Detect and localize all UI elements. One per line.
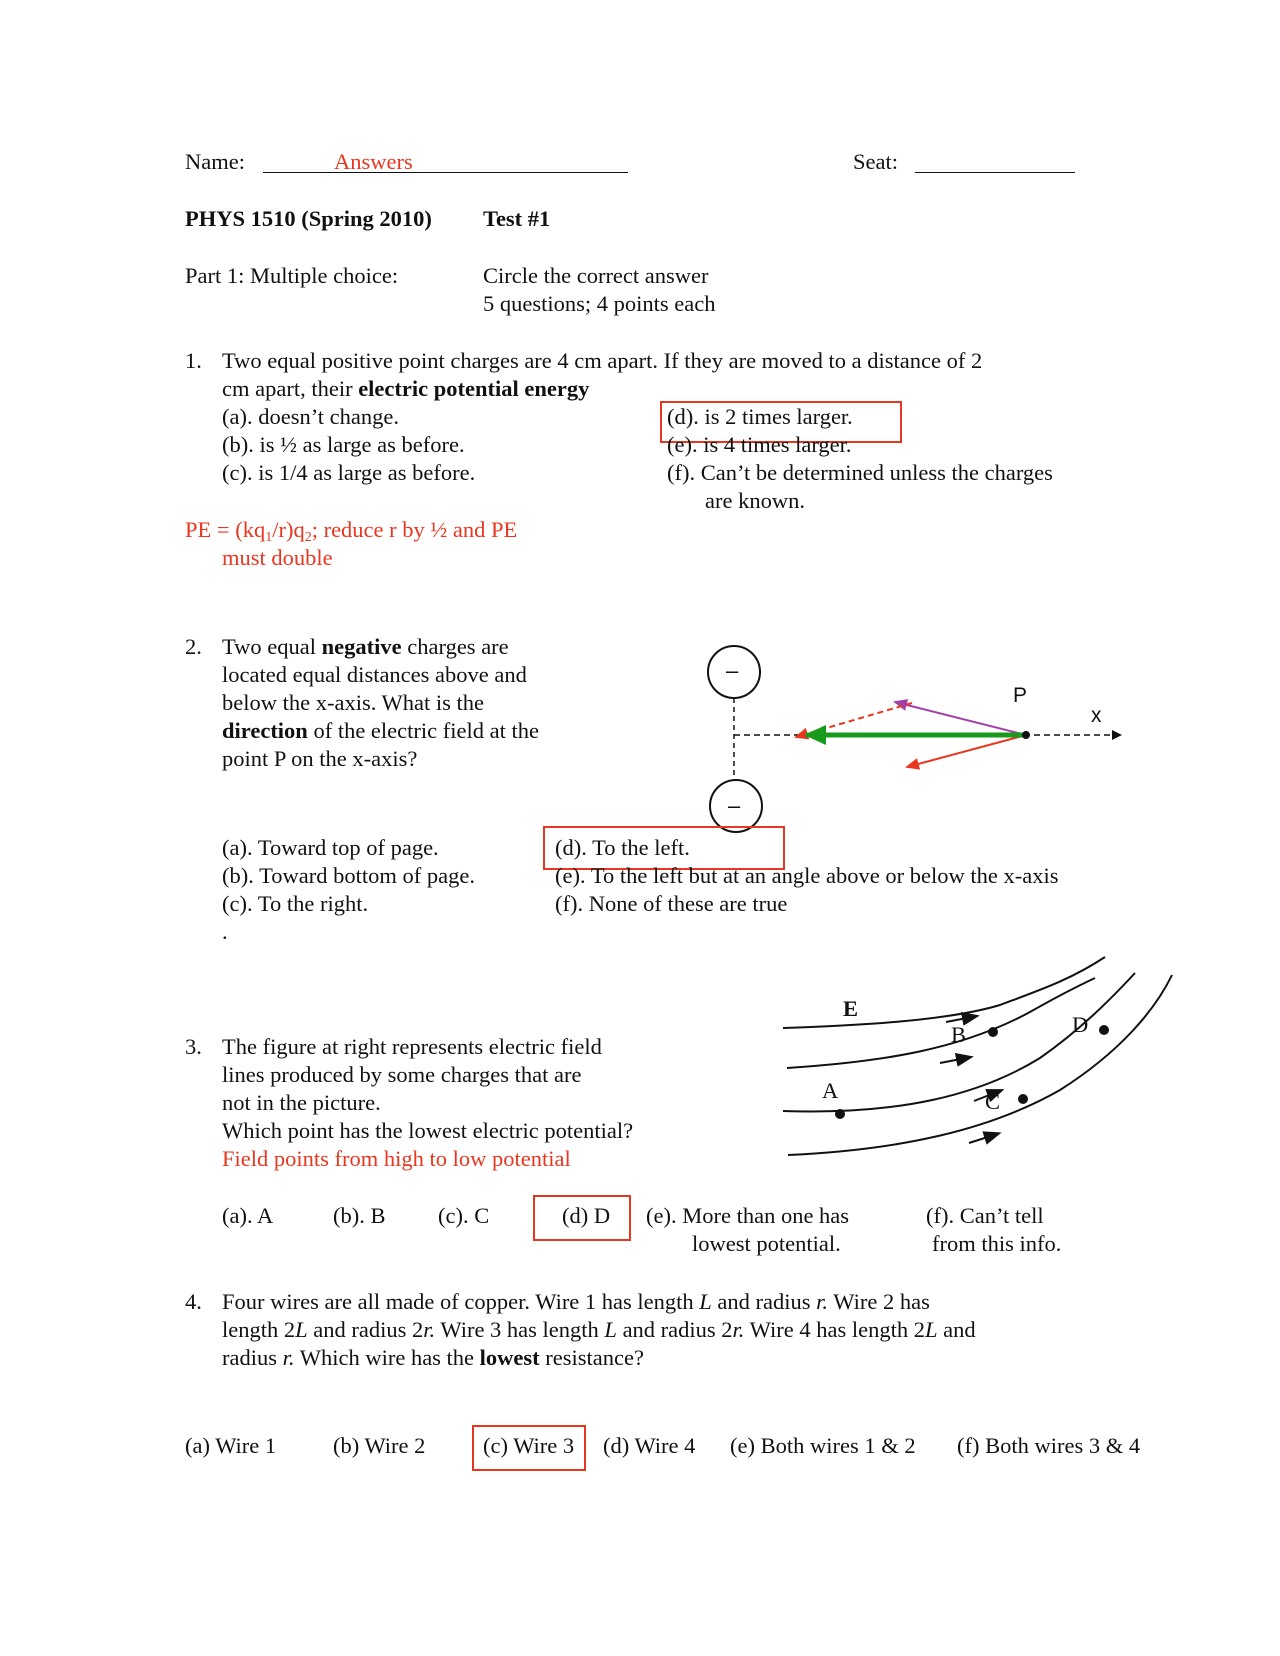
q3-text-line1: The figure at right represents electric field bbox=[222, 1034, 602, 1059]
q2-bottom-charge-sign: – bbox=[728, 793, 741, 818]
q2-number: 2. bbox=[185, 634, 202, 659]
q2-vector-red-dashed bbox=[796, 703, 912, 737]
part1-instruction: Circle the correct answer bbox=[483, 263, 709, 288]
q3-point-c-label: C bbox=[985, 1089, 1001, 1114]
q3-point-d-label: D bbox=[1072, 1012, 1089, 1037]
q3-point-a-dot bbox=[835, 1109, 845, 1119]
q4-text-line3: radius r. Which wire has the lowest resistance? bbox=[222, 1345, 644, 1370]
q3-text-line2: lines produced by some charges that are bbox=[222, 1062, 582, 1087]
q2-text-line5: point P on the x-axis? bbox=[222, 746, 418, 771]
q2-option-d[interactable]: (d). To the left. bbox=[555, 835, 690, 860]
q2-text-line4: direction of the electric field at the bbox=[222, 718, 539, 743]
q3-option-f-cont: from this info. bbox=[932, 1231, 1062, 1256]
q2-x-axis-label: x bbox=[1091, 704, 1102, 727]
q3-number: 3. bbox=[185, 1034, 202, 1059]
q1-text-line2: cm apart, their electric potential energy bbox=[222, 376, 590, 401]
q3-field-label: E bbox=[843, 996, 859, 1021]
q1-option-a[interactable]: (a). doesn’t change. bbox=[222, 404, 400, 429]
name-value: Answers bbox=[334, 149, 413, 174]
q4-option-a[interactable]: (a) Wire 1 bbox=[185, 1433, 277, 1458]
q4-option-e[interactable]: (e) Both wires 1 & 2 bbox=[730, 1433, 916, 1458]
q3-option-f[interactable]: (f). Can’t tell bbox=[926, 1203, 1044, 1228]
q1-option-c[interactable]: (c). is 1/4 as large as before. bbox=[222, 460, 476, 485]
q4-option-d[interactable]: (d) Wire 4 bbox=[603, 1433, 696, 1458]
q2-vector-purple bbox=[895, 702, 1026, 735]
q3-field-arrow-2 bbox=[940, 1058, 966, 1063]
q3-point-a-label: A bbox=[822, 1078, 839, 1103]
q3-point-d-dot bbox=[1099, 1025, 1109, 1035]
q3-point-b-label: B bbox=[951, 1022, 967, 1047]
q2-text-line2: located equal distances above and bbox=[222, 662, 527, 687]
q3-option-a[interactable]: (a). A bbox=[222, 1203, 274, 1228]
q4-text-line2: length 2L and radius 2r. Wire 3 has length L and radius 2r. Wire 4 has length 2L and bbox=[222, 1317, 976, 1342]
q3-field-arrow-4 bbox=[969, 1135, 994, 1143]
q1-option-e[interactable]: (e). is 4 times larger. bbox=[667, 432, 852, 457]
part1-title: Part 1: Multiple choice: bbox=[185, 263, 399, 288]
name-label: Name: bbox=[185, 149, 245, 174]
q4-number: 4. bbox=[185, 1289, 202, 1314]
part1-detail: 5 questions; 4 points each bbox=[483, 291, 716, 316]
q3-point-b-dot bbox=[988, 1027, 998, 1037]
q3-option-e-cont: lowest potential. bbox=[692, 1231, 841, 1256]
q3-option-c[interactable]: (c). C bbox=[438, 1203, 490, 1228]
q1-option-d[interactable]: (d). is 2 times larger. bbox=[667, 404, 853, 429]
q4-text-line1: Four wires are all made of copper. Wire 1 has length L and radius r. Wire 2 has bbox=[222, 1289, 930, 1314]
q4-option-f[interactable]: (f) Both wires 3 & 4 bbox=[957, 1433, 1141, 1458]
q3-field-line-2 bbox=[787, 978, 1095, 1068]
q2-stray-dot: . bbox=[222, 919, 228, 944]
q1-text-line1: Two equal positive point charges are 4 cm apart. If they are moved to a distance of 2 bbox=[222, 348, 983, 373]
q4-option-c[interactable]: (c) Wire 3 bbox=[483, 1433, 575, 1458]
q3-text-line4: Which point has the lowest electric potential? bbox=[222, 1118, 634, 1143]
q2-option-e[interactable]: (e). To the left but at an angle above or below the x-axis bbox=[555, 863, 1059, 888]
q1-option-f-cont: are known. bbox=[705, 488, 805, 513]
q3-option-d[interactable]: (d) D bbox=[562, 1203, 611, 1228]
q2-text-line1: Two equal negative charges are bbox=[222, 634, 509, 659]
q2-point-p-label: P bbox=[1013, 684, 1028, 707]
q3-text-line3: not in the picture. bbox=[222, 1090, 381, 1115]
q2-text-line3: below the x-axis. What is the bbox=[222, 690, 485, 715]
q3-answer-box bbox=[533, 1195, 631, 1241]
q2-point-p bbox=[1022, 731, 1030, 739]
q1-option-b[interactable]: (b). is ½ as large as before. bbox=[222, 432, 465, 457]
test-title: Test #1 bbox=[483, 206, 551, 231]
q1-number: 1. bbox=[185, 348, 202, 373]
q4-answer-box bbox=[472, 1425, 586, 1471]
q3-point-c-dot bbox=[1018, 1094, 1028, 1104]
q2-option-a[interactable]: (a). Toward top of page. bbox=[222, 835, 439, 860]
q2-option-b[interactable]: (b). Toward bottom of page. bbox=[222, 863, 475, 888]
q2-option-f[interactable]: (f). None of these are true bbox=[555, 891, 788, 916]
q3-option-e[interactable]: (e). More than one has bbox=[646, 1203, 850, 1228]
q3-option-b[interactable]: (b). B bbox=[333, 1203, 386, 1228]
q1-answer-note: PE = $(kq_1/r)q_2$; reduce r by ½ and PE bbox=[185, 517, 518, 545]
q1-option-f[interactable]: (f). Can’t be determined unless the charges bbox=[667, 460, 1053, 485]
q4-option-b[interactable]: (b) Wire 2 bbox=[333, 1433, 426, 1458]
seat-label: Seat: bbox=[853, 149, 898, 174]
q1-answer-note-line2: must double bbox=[222, 545, 333, 570]
q3-answer-note: Field points from high to low potential bbox=[222, 1146, 571, 1171]
q2-vector-red bbox=[907, 735, 1026, 767]
course-title: PHYS 1510 (Spring 2010) bbox=[185, 206, 432, 231]
q3-field-line-1 bbox=[783, 957, 1105, 1028]
q2-option-c[interactable]: (c). To the right. bbox=[222, 891, 369, 916]
q2-top-charge-sign: – bbox=[726, 658, 739, 683]
